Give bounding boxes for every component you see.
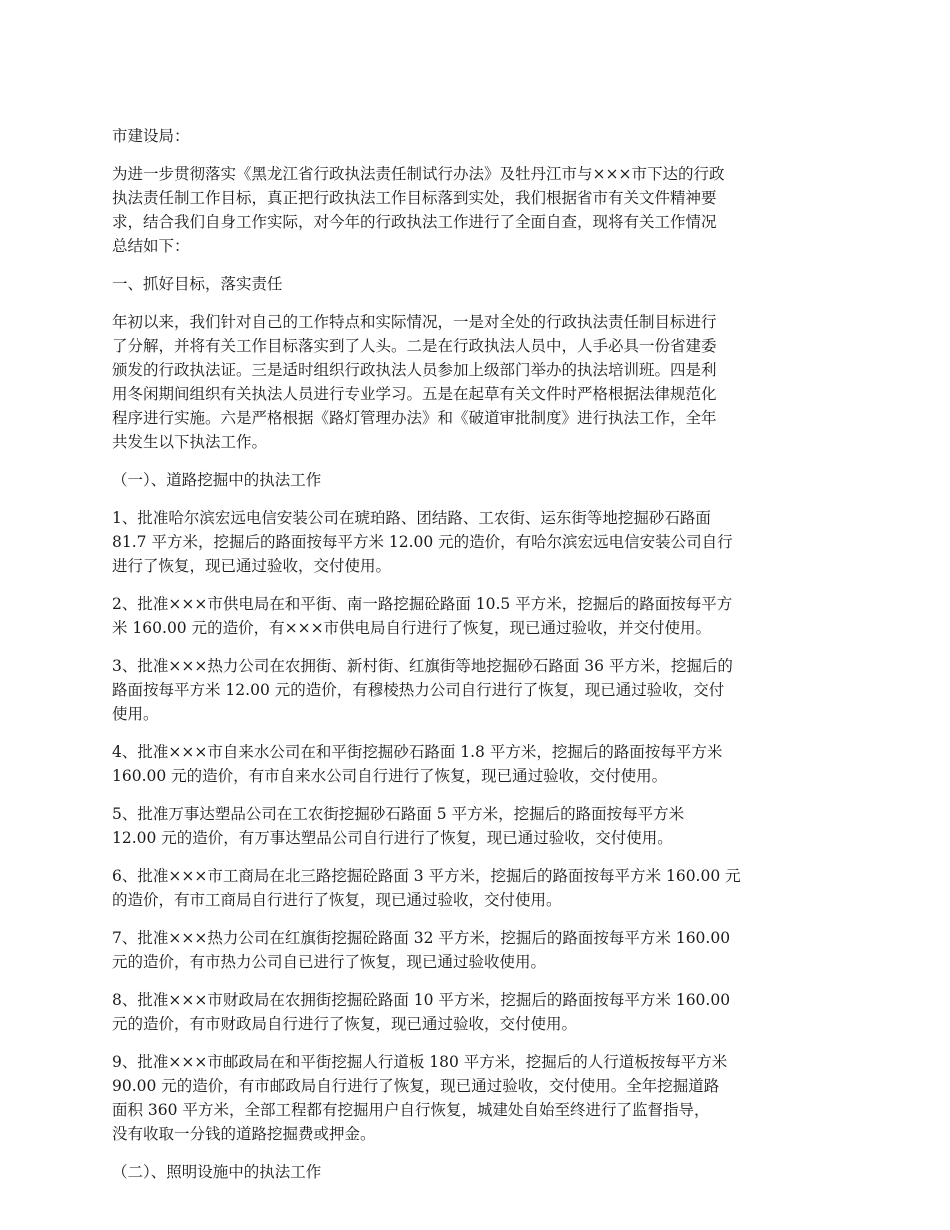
item-line: 5、批准万事达塑品公司在工农街挖掘砂石路面 5 平方米，挖掘后的路面按每平方米 (112, 805, 685, 823)
section-1-line: 年初以来，我们针对自己的工作特点和实际情况，一是对全处的行政执法责任制目标进行 (112, 313, 717, 331)
list-item (112, 864, 840, 912)
list-item (112, 926, 840, 974)
list-item (112, 506, 840, 578)
section-1-paragraph (112, 310, 840, 454)
item-line: 4、批准×××市自来水公司在和平街挖掘砂石路面 1.8 平方米，挖掘后的路面按每平方米 (112, 743, 723, 761)
intro-line: 总结如下： (112, 237, 190, 255)
section-1-line: 用冬闲期间组织有关执法人员进行专业学习。五是在起草有关文件时严格根据法律规范化 (112, 385, 717, 403)
list-item (112, 654, 840, 726)
salutation-text: 市建设局： (112, 127, 190, 145)
list-item (112, 592, 840, 640)
intro-line: 求，结合我们自身工作实际，对今年的行政执法工作进行了全面自查，现将有关工作情况 (112, 213, 717, 231)
item-line: 进行了恢复，现已通过验收，交付使用。 (112, 557, 392, 575)
intro-line: 为进一步贯彻落实《黑龙江省行政执法责任制试行办法》及牡丹江市与×××市下达的行政 (112, 165, 725, 183)
item-line: 路面按每平方米 12.00 元的造价，有穆棱热力公司自行进行了恢复，现已通过验收，交付 (112, 681, 725, 699)
section-1-title: 一、抓好目标，落实责任 (112, 275, 283, 293)
item-line: 1、批准哈尔滨宏远电信安装公司在琥珀路、团结路、工农街、运东街等地挖掘砂石路面 (112, 509, 711, 527)
item-line: 160.00 元的造价，有市自来水公司自行进行了恢复，现已通过验收，交付使用。 (112, 767, 668, 785)
item-line: 12.00 元的造价，有万事达塑品公司自行进行了恢复，现已通过验收，交付使用。 (112, 829, 673, 847)
item-line: 米 160.00 元的造价，有×××市供电局自行进行了恢复，现已通过验收，并交付使用。 (112, 619, 712, 637)
item-line: 使用。 (112, 705, 159, 723)
item-line: 2、批准×××市供电局在和平街、南一路挖掘砼路面 10.5 平方米，挖掘后的路面按每平方 (112, 595, 733, 613)
item-line: 9、批准×××市邮政局在和平街挖掘人行道板 180 平方米，挖掘后的人行道板按每平方米 (112, 1053, 728, 1071)
intro-paragraph (112, 162, 840, 258)
section-1-line: 程序进行实施。六是严格根据《路灯管理办法》和《破道审批制度》进行执法工作，全年 (112, 409, 717, 427)
item-line: 8、批准×××市财政局在农拥街挖掘砼路面 10 平方米，挖掘后的路面按每平方米 160.00 (112, 991, 731, 1009)
subsection-1-title: （一）、道路挖掘中的执法工作 (112, 471, 322, 489)
section-1-line: 颁发的行政执法证。三是适时组织行政执法人员参加上级部门举办的执法培训班。四是利 (112, 361, 717, 379)
subsection-heading (112, 1160, 840, 1184)
item-line: 90.00 元的造价，有市邮政局自行进行了恢复，现已通过验收，交付使用。全年挖掘道路 (112, 1077, 720, 1095)
list-item (112, 988, 840, 1036)
item-line: 面积 360 平方米，全部工程都有挖掘用户自行恢复，城建处自始至终进行了监督指导， (112, 1101, 710, 1119)
item-line: 元的造价，有市热力公司自已进行了恢复，现已通过验收使用。 (112, 953, 547, 971)
list-item (112, 802, 840, 850)
section-heading (112, 272, 840, 296)
section-1-line: 共发生以下执法工作。 (112, 433, 268, 451)
subsection-2-title: （二）、照明设施中的执法工作 (112, 1163, 322, 1181)
salutation (112, 124, 840, 148)
subsection-heading (112, 468, 840, 492)
list-item (112, 1050, 840, 1146)
list-item (112, 740, 840, 788)
section-1-line: 了分解，并将有关工作目标落实到了人头。二是在行政执法人员中，人手必具一份省建委 (112, 337, 717, 355)
item-line: 没有收取一分钱的道路挖掘费或押金。 (112, 1125, 376, 1143)
document-page (112, 124, 840, 1198)
item-line: 3、批准×××热力公司在农拥街、新村街、红旗街等地挖掘砂石路面 36 平方米，挖掘后的 (112, 657, 733, 675)
item-line: 的造价，有市工商局自行进行了恢复，现已通过验收，交付使用。 (112, 891, 562, 909)
item-line: 7、批准×××热力公司在红旗街挖掘砼路面 32 平方米，挖掘后的路面按每平方米 160.00 (112, 929, 731, 947)
item-line: 81.7 平方米，挖掘后的路面按每平方米 12.00 元的造价，有哈尔滨宏远电信安装公司自行 (112, 533, 733, 551)
intro-line: 执法责任制工作目标，真正把行政执法工作目标落到实处，我们根据省市有关文件精神要 (112, 189, 717, 207)
item-line: 元的造价，有市财政局自行进行了恢复，现已通过验收，交付使用。 (112, 1015, 578, 1033)
item-line: 6、批准×××市工商局在北三路挖掘砼路面 3 平方米，挖掘后的路面按每平方米 160.00 元 (112, 867, 741, 885)
